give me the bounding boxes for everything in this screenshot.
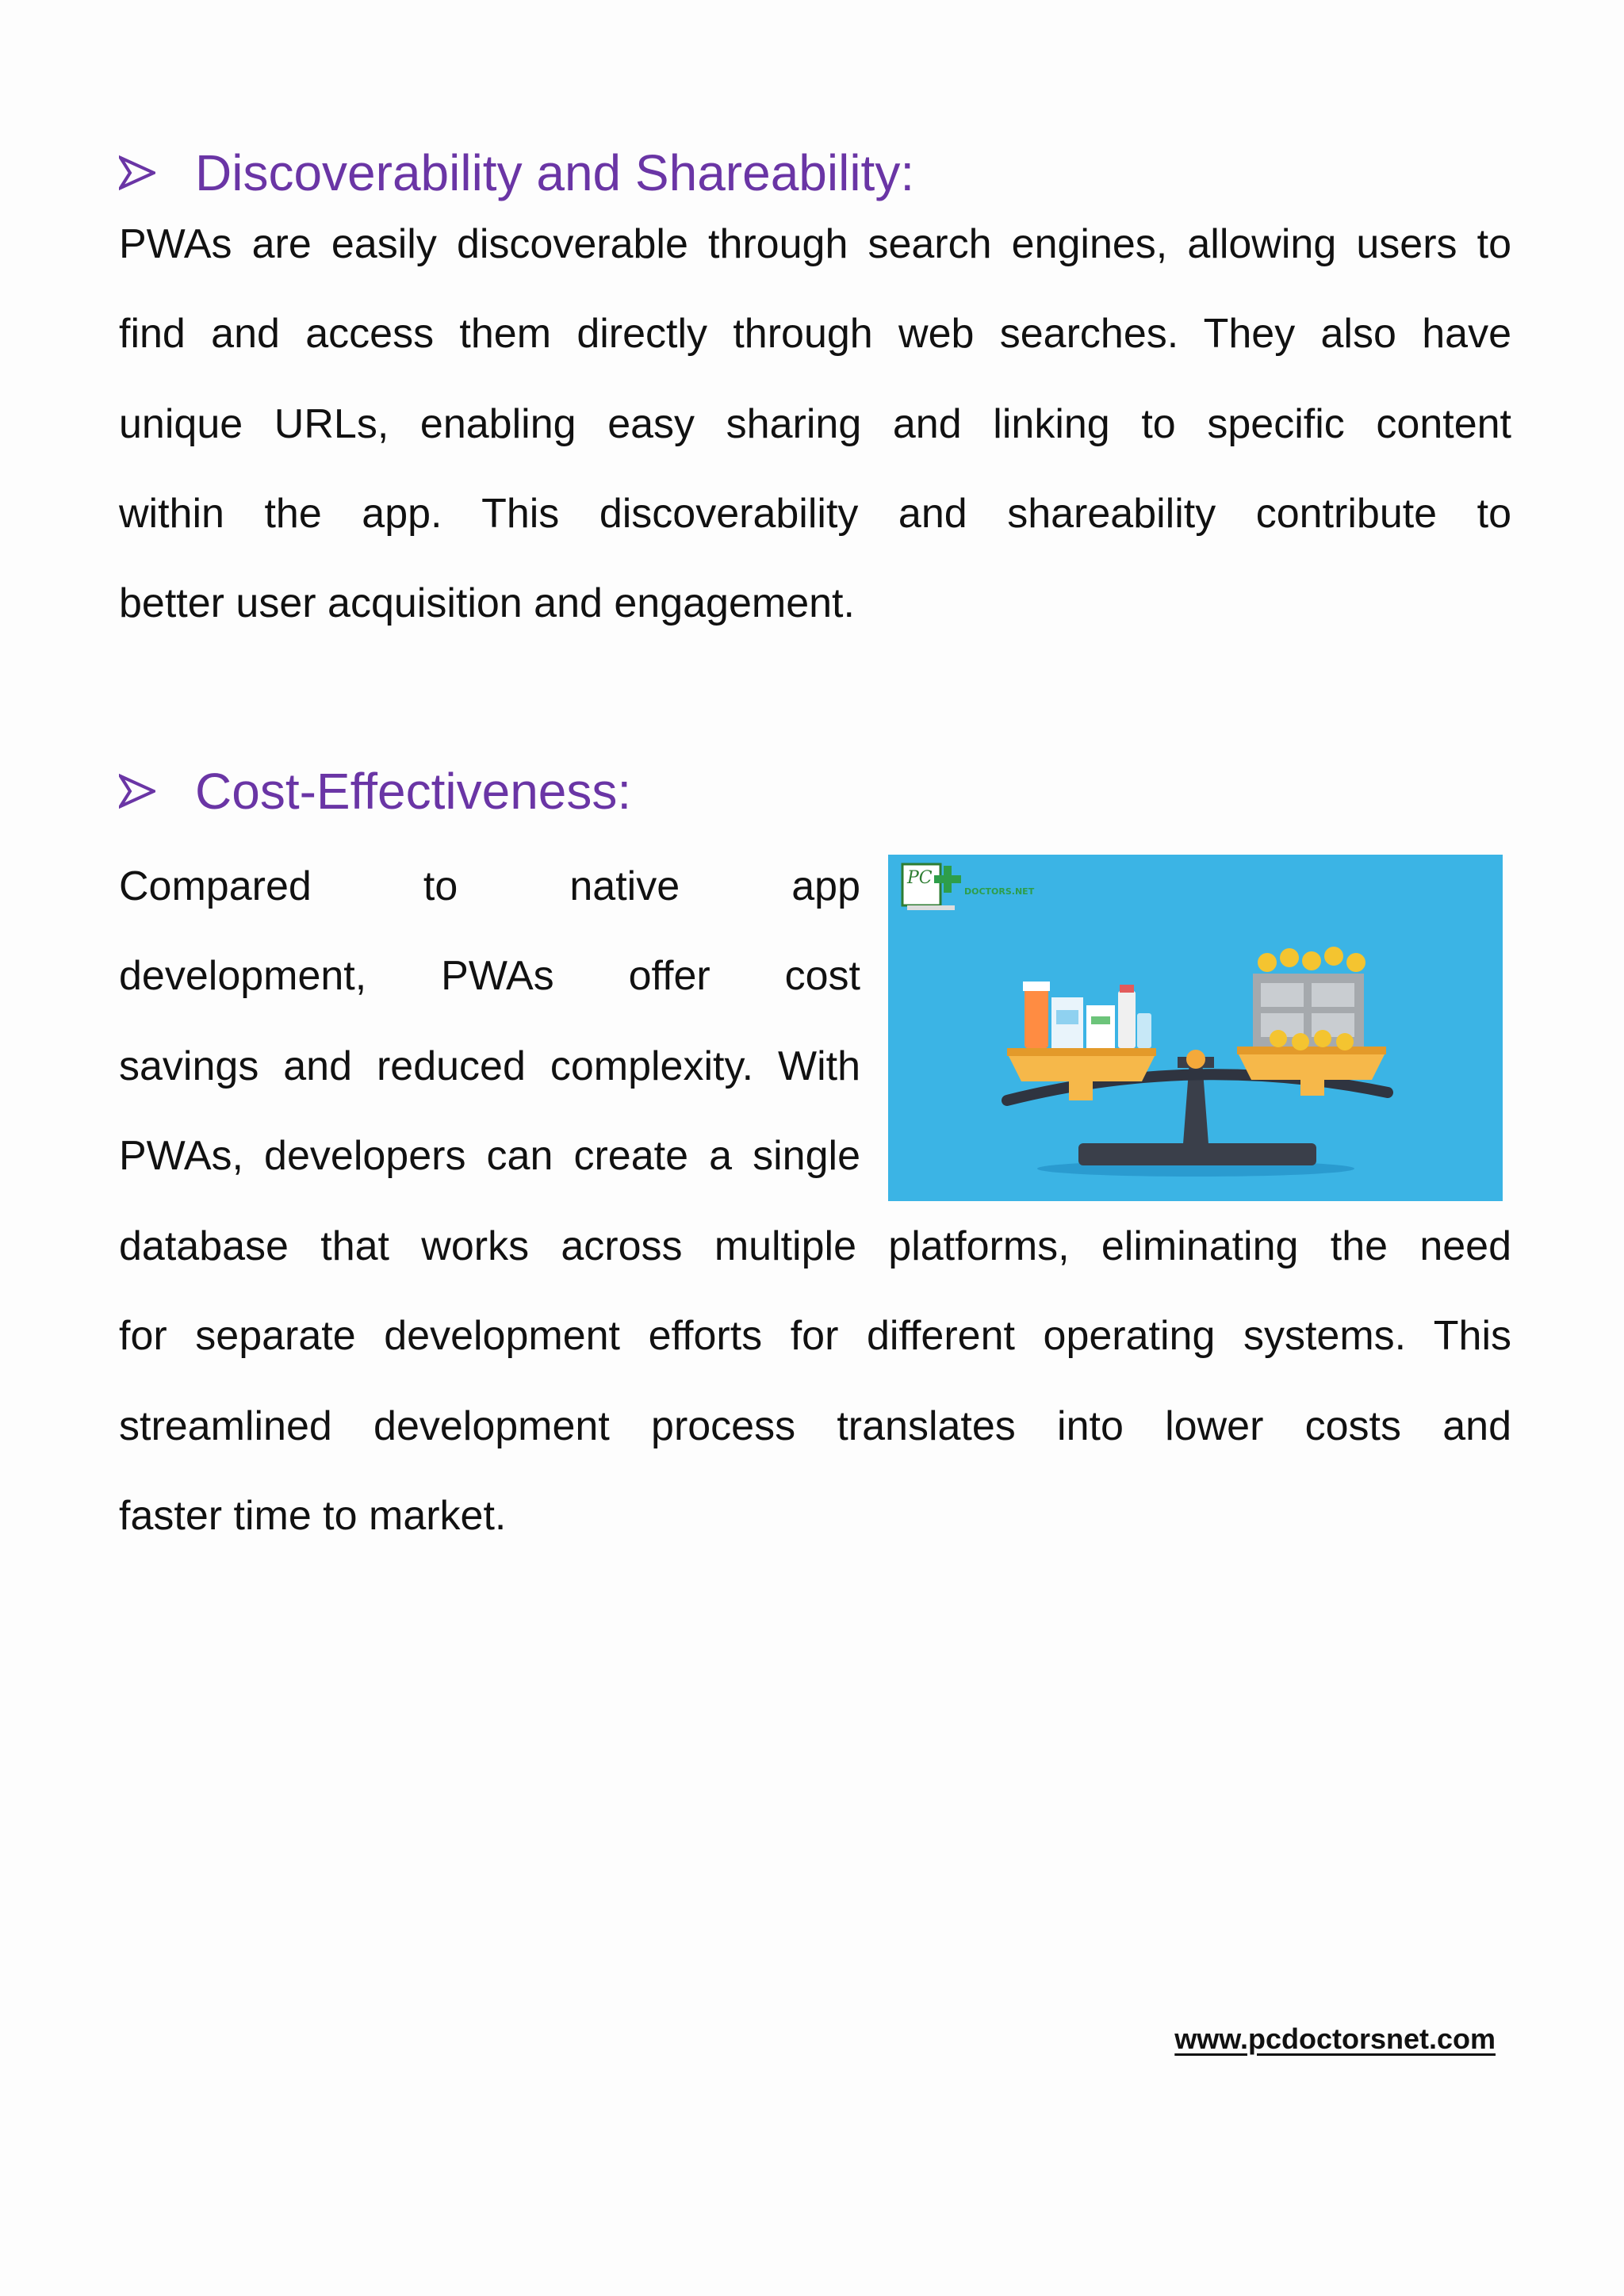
- paragraph-line: find and access them directly through web searches. They also have: [119, 311, 1511, 358]
- paragraph-line: Compared to native app: [119, 863, 860, 909]
- paragraph-line: better user acquisition and engagement.: [119, 580, 855, 627]
- paragraph-line: streamlined development process translates into lower costs and: [119, 1402, 1511, 1449]
- paragraph-line: PWAs are easily discoverable through search engines, allowing users to: [119, 221, 1511, 267]
- paragraph-line: within the app. This discoverability and shareability contribute to: [119, 490, 1511, 537]
- paragraph-line: savings and reduced complexity. With: [119, 1043, 860, 1089]
- section-title: Discoverability and Shareability:: [195, 144, 915, 201]
- website-link[interactable]: www.pcdoctorsnet.com: [1174, 2022, 1496, 2055]
- section-heading-cost-effectiveness: [119, 763, 632, 820]
- paragraph-line: unique URLs, enabling easy sharing and linking to specific content: [119, 400, 1511, 447]
- section-paragraph-wrapped: [119, 842, 860, 1201]
- logo-text: DOCTORS.NET: [964, 886, 1035, 897]
- section-heading-discoverability: [119, 144, 915, 201]
- logo-letters: PC: [907, 868, 933, 888]
- arrow-bullet-icon: [119, 773, 155, 809]
- paragraph-line: for separate development efforts for different operating systems. This: [119, 1313, 1511, 1360]
- paragraph-line: faster time to market.: [119, 1492, 507, 1539]
- balance-scale-illustration: [888, 855, 1503, 1201]
- arrow-bullet-icon: [119, 155, 155, 191]
- section-paragraph: [119, 200, 1511, 649]
- section-title: Cost-Effectiveness:: [195, 763, 632, 820]
- section-paragraph: [119, 1202, 1511, 1561]
- paragraph-line: development, PWAs offer cost: [119, 953, 860, 1000]
- paragraph-line: PWAs, developers can create a single: [119, 1132, 860, 1179]
- paragraph-line: database that works across multiple platforms, eliminating the need: [119, 1223, 1511, 1269]
